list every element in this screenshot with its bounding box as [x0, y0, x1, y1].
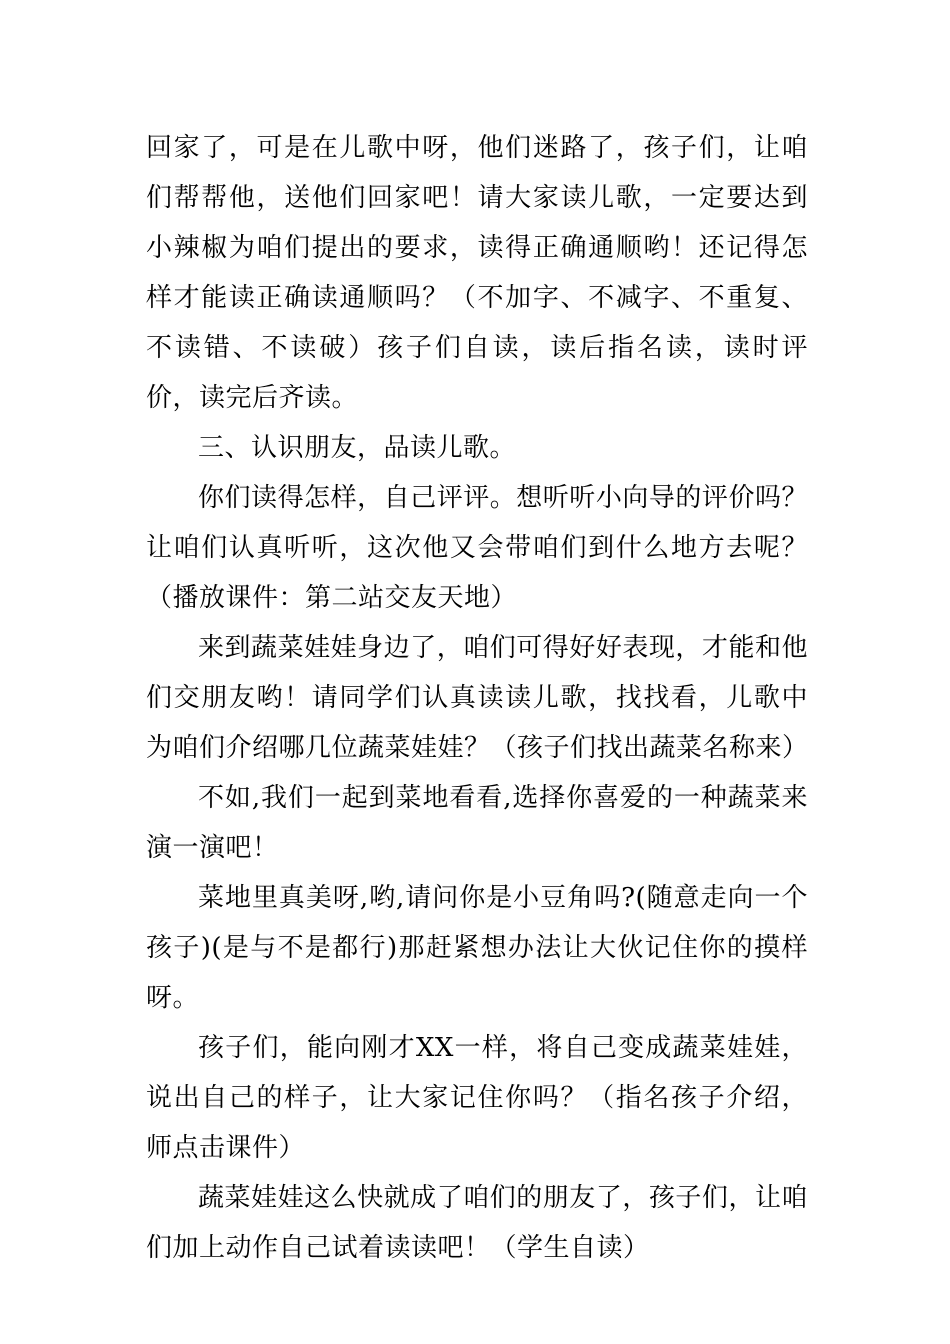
paragraph: 你们读得怎样，自己评评。想听听小向导的评价吗？让咱们认真听听，这次他又会带咱们到什么地方去呢？（播放课件：第二站交友天地） — [146, 483, 808, 613]
paragraph: 孩子们，能向刚才XX一样，将自己变成蔬菜娃娃，说出自己的样子，让大家记住你吗？（指名孩子介绍，师点击课件） — [146, 1033, 808, 1163]
paragraph: 不如,我们一起到菜地看看,选择你喜爱的一种蔬菜来演一演吧！ — [146, 783, 808, 863]
section-heading: 三、认识朋友，品读儿歌。 — [198, 433, 517, 463]
paragraph: 来到蔬菜娃娃身边了，咱们可得好好表现，才能和他们交朋友哟！请同学们认真读读儿歌，找找看，儿歌中为咱们介绍哪几位蔬菜娃娃？（孩子们找出蔬菜名称来） — [146, 633, 809, 763]
paragraph-continuation: 回家了，可是在儿歌中呀，他们迷路了，孩子们，让咱们帮帮他，送他们回家吧！请大家读儿歌，一定要达到小辣椒为咱们提出的要求，读得正确通顺哟！还记得怎样才能读正确读通顺吗？（不加字、不减字、不重复、不读错、不读破）孩子们自读，读后指名读，读时评价，读完后齐读。 — [146, 133, 808, 413]
paragraph: 菜地里真美呀,哟,请问你是小豆角吗?(随意走向一个孩子)(是与不是都行)那赶紧想办法让大伙记住你的摸样呀。 — [146, 883, 808, 1013]
paragraph: 蔬菜娃娃这么快就成了咱们的朋友了，孩子们，让咱们加上动作自己试着读读吧！（学生自读） — [146, 1183, 808, 1263]
document-body — [146, 123, 808, 1273]
